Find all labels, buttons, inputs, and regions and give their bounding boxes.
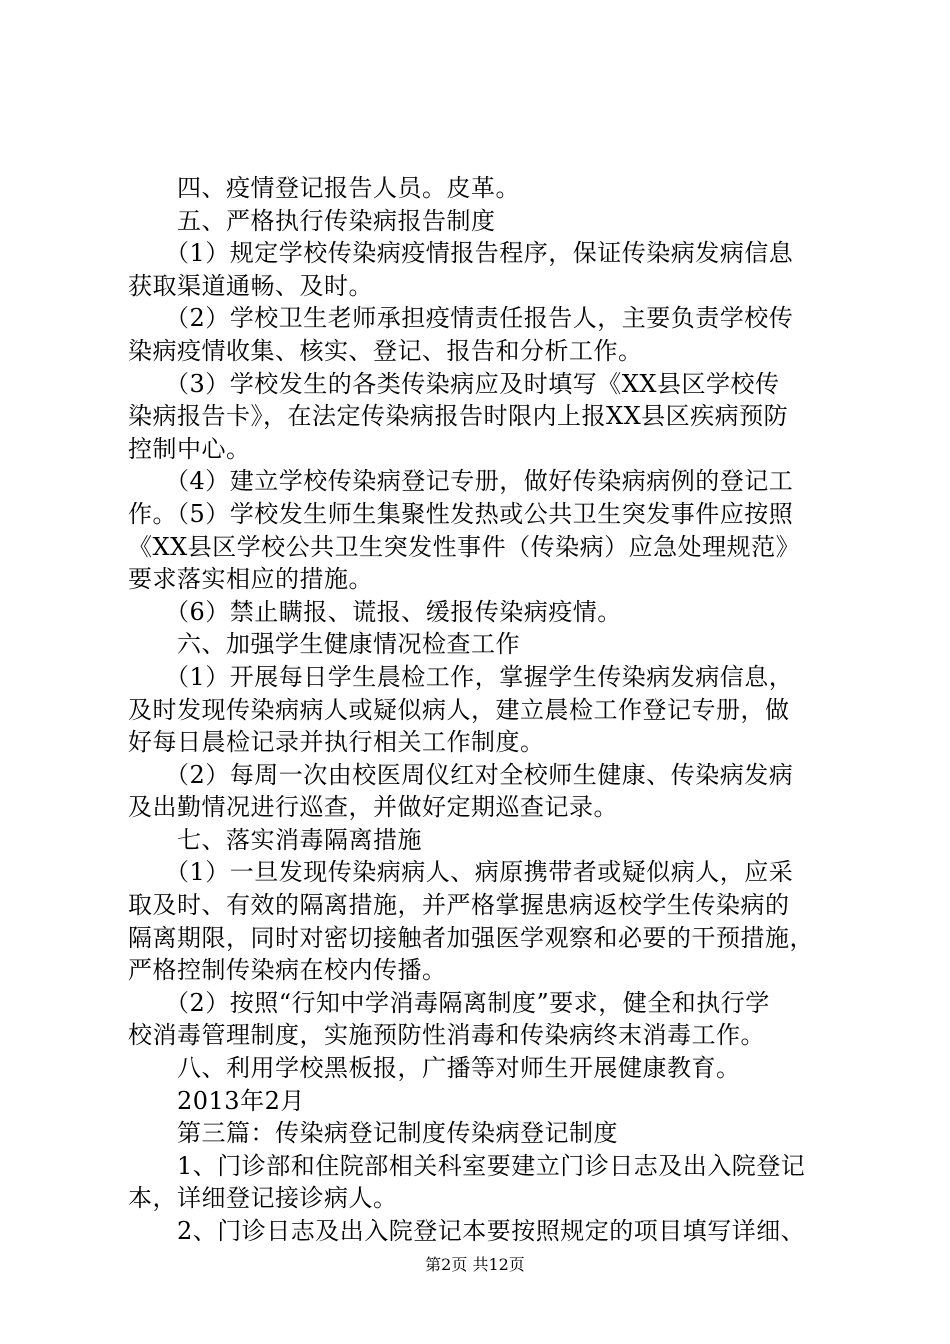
text-line: 控制中心。 — [128, 434, 251, 463]
text-line: 作。（5）学校发生师生集聚性发热或公共卫生突发事件应按照 — [128, 499, 794, 528]
text-line: 染病疫情收集、核实、登记、报告和分析工作。 — [128, 336, 643, 365]
section-heading: 五、严格执行传染病报告制度 — [128, 206, 496, 235]
section-heading: 八、利用学校黑板报，广播等对师生开展健康教育。 — [128, 1054, 741, 1083]
text-line: 及出勤情况进行巡查，并做好定期巡查记录。 — [128, 793, 618, 822]
text-line: 染病报告卡》，在法定传染病报告时限内上报XX县区疾病预防 — [128, 402, 789, 431]
page-number-footer: 第2页 共12页 — [425, 1255, 525, 1274]
text-line: （2）按照“行知中学消毒隔离制度”要求，健全和执行学 — [128, 988, 770, 1017]
text-line: 四、疫情登记报告人员。皮革。 — [128, 174, 520, 202]
text-line: 本，详细登记接诊病人。 — [128, 1184, 398, 1213]
text-line: 及时发现传染病病人或疑似病人，建立晨检工作登记专册，做 — [128, 695, 790, 724]
text-line: 《XX县区学校公共卫生突发性事件（传染病）应急处理规范》 — [128, 532, 801, 561]
text-line: （2）每周一次由校医周仪红对全校师生健康、传染病发病 — [128, 760, 794, 789]
text-line: （4）建立学校传染病登记专册，做好传染病病例的登记工 — [128, 467, 794, 496]
date-line: 2013年2月 — [128, 1086, 305, 1115]
text-line: 2、门诊日志及出入院登记本要按照规定的项目填写详细、 — [128, 1217, 806, 1245]
text-line: 1、门诊部和住院部相关科室要建立门诊日志及出入院登记 — [128, 1151, 806, 1180]
chapter-title: 第三篇：传染病登记制度传染病登记制度 — [128, 1119, 618, 1148]
text-line: （6）禁止瞒报、谎报、缓报传染病疫情。 — [128, 597, 622, 626]
text-line: 严格控制传染病在校内传播。 — [128, 956, 447, 985]
text-line: 要求落实相应的措施。 — [128, 565, 373, 594]
section-heading: 六、加强学生健康情况检查工作 — [128, 630, 520, 659]
text-line: （1）一旦发现传染病病人、病原携带者或疑似病人，应采 — [128, 858, 794, 887]
text-line: （1）规定学校传染病疫情报告程序，保证传染病发病信息 — [128, 239, 794, 268]
text-line: 校消毒管理制度，实施预防性消毒和传染病终末消毒工作。 — [128, 1021, 765, 1050]
text-line: （1）开展每日学生晨检工作，掌握学生传染病发病信息， — [128, 662, 794, 691]
text-line: 取及时、有效的隔离措施，并严格掌握患病返校学生传染病的 — [128, 891, 790, 920]
text-line: 好每日晨检记录并执行相关工作制度。 — [128, 728, 545, 757]
document-body — [128, 172, 838, 1248]
section-heading: 七、落实消毒隔离措施 — [128, 825, 422, 854]
text-line: （3）学校发生的各类传染病应及时填写《XX县区学校传 — [128, 369, 780, 398]
text-line: 获取渠道通畅、及时。 — [128, 271, 373, 300]
text-line: （2）学校卫生老师承担疫情责任报告人，主要负责学校传 — [128, 304, 794, 333]
text-line: 隔离期限，同时对密切接触者加强医学观察和必要的干预措施， — [128, 923, 814, 952]
